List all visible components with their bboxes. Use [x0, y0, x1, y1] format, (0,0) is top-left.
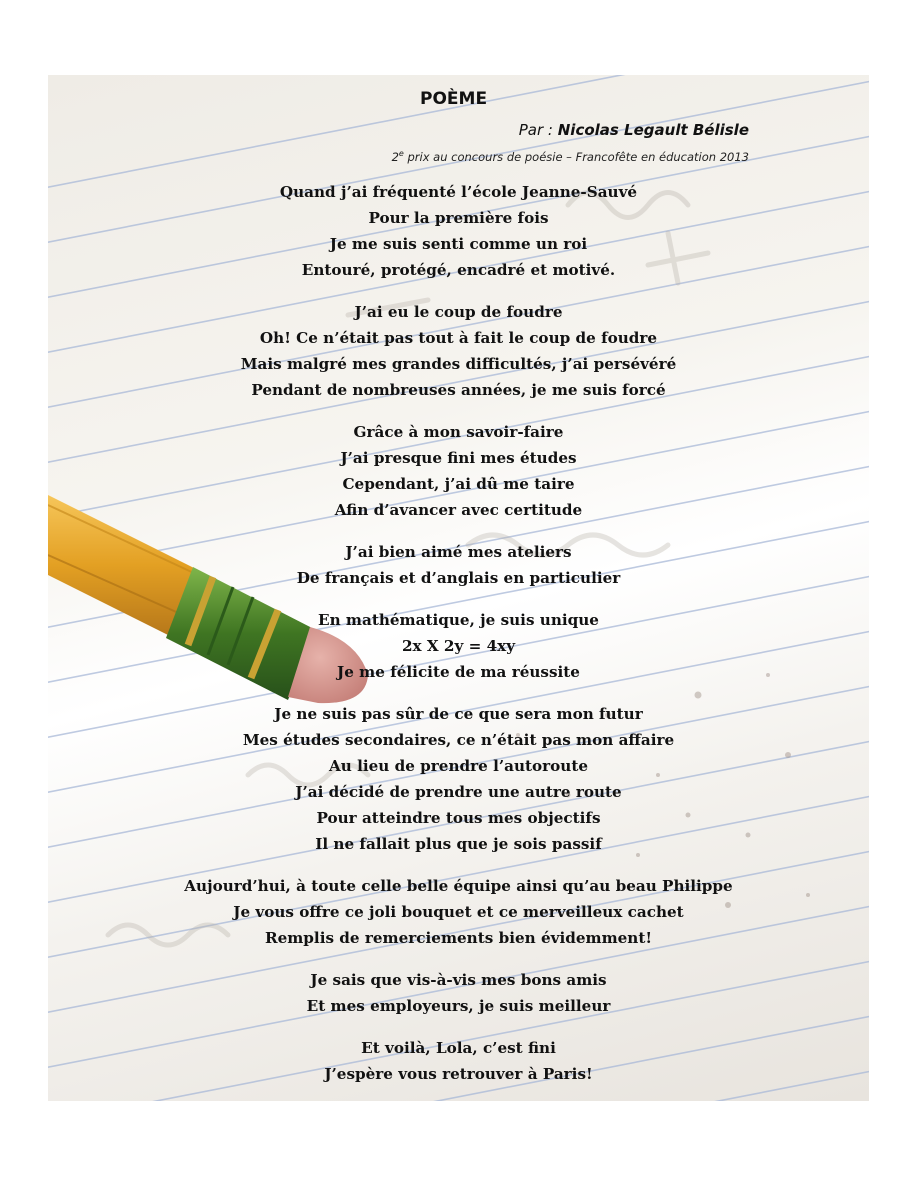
poem-line: De français et d’anglais en particulier	[296, 569, 621, 587]
poem-line: J’ai eu le coup de foudre	[354, 303, 563, 321]
poem-line: Je me suis senti comme un roi	[329, 235, 588, 253]
poem-line: Pour atteindre tous mes objectifs	[316, 809, 601, 827]
poem-line: Pour la première fois	[368, 209, 549, 227]
poem-line: Remplis de remerciements bien évidemment!	[264, 929, 653, 947]
stanza	[48, 701, 869, 857]
poem-line: Pendant de nombreuses années, je me suis forcé	[251, 381, 666, 399]
poem-line: Au lieu de prendre l’autoroute	[328, 757, 589, 775]
poem-line: Je sais que vis-à-vis mes bons amis	[310, 971, 607, 989]
stanza	[48, 873, 869, 951]
poem-line: Et voilà, Lola, c’est fini	[361, 1039, 556, 1057]
poem-body	[48, 179, 869, 1103]
stanza	[48, 419, 869, 523]
poem-line: Mais malgré mes grandes difficultés, j’ai persévéré	[240, 355, 677, 373]
stanza	[48, 967, 869, 1019]
poem-line: J’espère vous retrouver à Paris!	[324, 1065, 593, 1083]
poem-line: Je me félicite de ma réussite	[337, 663, 580, 681]
poem-line: 2x X 2y = 4xy	[401, 637, 516, 655]
poem-line: Grâce à mon savoir-faire	[353, 423, 564, 441]
poem-line: Je vous offre ce joli bouquet et ce merveilleux cachet	[233, 903, 684, 921]
poem-page	[48, 75, 869, 1101]
poem-line: Quand j’ai fréquenté l’école Jeanne-Sauvé	[279, 183, 638, 201]
page-title: POÈME	[420, 89, 488, 109]
stanza	[48, 607, 869, 685]
poem-line: Oh! Ce n’était pas tout à fait le coup de foudre	[259, 329, 658, 347]
author-name: Nicolas Legault Bélisle	[557, 121, 749, 139]
stanza	[48, 1035, 869, 1087]
stanza	[48, 299, 869, 403]
poem-line: Mes études secondaires, ce n’était pas mon affaire	[242, 731, 675, 749]
poem-line: Cependant, j’ai dû me taire	[342, 475, 575, 493]
prize-text: prix au concours de poésie – Francofête en éducation 2013	[403, 149, 749, 164]
poem-line: J’ai décidé de prendre une autre route	[295, 783, 622, 801]
poem-line: Aujourd’hui, à toute celle belle équipe ainsi qu’au beau Philippe	[184, 877, 733, 895]
author-prefix: Par :	[518, 121, 558, 139]
prize-superscript: e	[398, 149, 404, 158]
prize-rank: 2	[391, 149, 399, 164]
poem-line: Il ne fallait plus que je sois passif	[315, 835, 602, 853]
stanza	[48, 179, 869, 283]
author-line	[519, 121, 749, 139]
poem-line: J’ai presque fini mes études	[340, 449, 577, 467]
stanza	[48, 539, 869, 591]
prize-line	[392, 149, 749, 164]
poem-line: Entouré, protégé, encadré et motivé.	[301, 261, 616, 279]
poem-line: Et mes employeurs, je suis meilleur	[306, 997, 611, 1015]
poem-line: Je ne suis pas sûr de ce que sera mon futur	[274, 705, 643, 723]
poem-line: En mathématique, je suis unique	[318, 611, 599, 629]
poem-line: J’ai bien aimé mes ateliers	[345, 543, 572, 561]
poem-line: Afin d’avancer avec certitude	[334, 501, 583, 519]
